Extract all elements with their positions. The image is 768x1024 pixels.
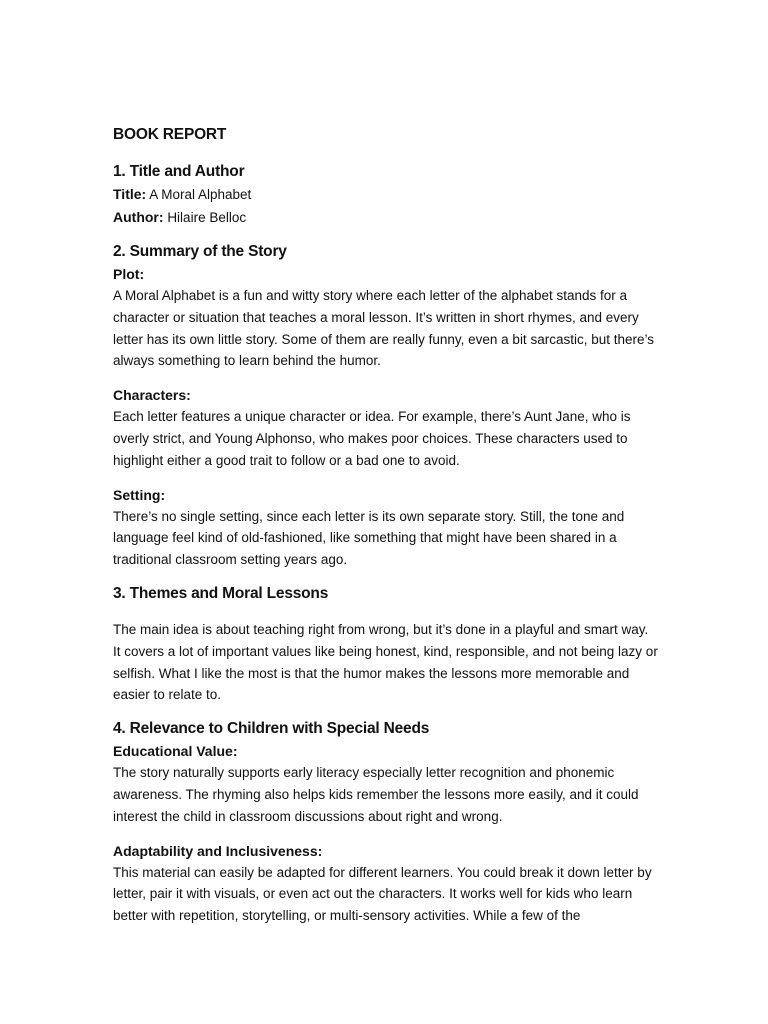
themes-paragraph: The main idea is about teaching right from wrong, but it’s done in a playful and smart way. It covers a lot of important values like being honest, kind, responsible, and not being lazy or selfish. What I like the most is that the humor makes the lessons more memorable and easier to relate to.	[113, 621, 658, 703]
section-3-heading: 3. Themes and Moral Lessons	[113, 584, 329, 602]
plot-label: Plot:	[113, 266, 145, 282]
title-field	[113, 183, 658, 206]
section-4-heading: 4. Relevance to Children with Special Needs	[113, 720, 430, 738]
title-field-value: A Moral Alphabet	[149, 187, 252, 202]
title-field-label: Title:	[113, 186, 147, 202]
plot-paragraph: A Moral Alphabet is a fun and witty story where each letter of the alphabet stands for a character or situation that teaches a moral lesson. It’s written in short rhymes, and every letter has its own little story. Some of them are really funny, even a bit sarcastic, but there’s always something to learn behind the humor.	[113, 288, 654, 369]
characters-label: Characters:	[113, 387, 191, 404]
section-1-heading: 1. Title and Author	[113, 163, 245, 180]
document-title: BOOK REPORT	[113, 126, 227, 143]
author-field-label: Author:	[113, 209, 164, 225]
characters-paragraph: Each letter features a unique character or idea. For example, there’s Aunt Jane, who is overly strict, and Young Alphonso, who makes poor choices. These characters used to highlight either a good trait to follow or a bad one to avoid.	[113, 409, 631, 468]
document-page	[113, 125, 658, 927]
educational-value-label: Educational Value:	[113, 743, 238, 760]
adaptability-label: Adaptability and Inclusiveness:	[113, 842, 323, 859]
author-field-value: Hilaire Belloc	[167, 210, 247, 225]
adaptability-paragraph: This material can easily be adapted for different learners. You could break it down letter by letter, pair it with visuals, or even act out the characters. It works well for kids who learn better with repetition, storytelling, or multi-sensory activities. While a few of the	[113, 864, 652, 924]
setting-paragraph: There’s no single setting, since each letter is its own separate story. Still, the tone and language feel kind of old-fashioned, like something that might have been shared in a traditional classroom setting years ago.	[113, 508, 625, 568]
setting-label: Setting:	[113, 486, 166, 503]
educational-value-paragraph: The story naturally supports early literacy especially letter recognition and phonemic awareness. The rhyming also helps kids remember the lessons more easily, and it could interest the child in classroom discussions about right and wrong.	[113, 765, 639, 824]
author-field	[113, 206, 658, 229]
section-2-heading: 2. Summary of the Story	[113, 243, 287, 260]
